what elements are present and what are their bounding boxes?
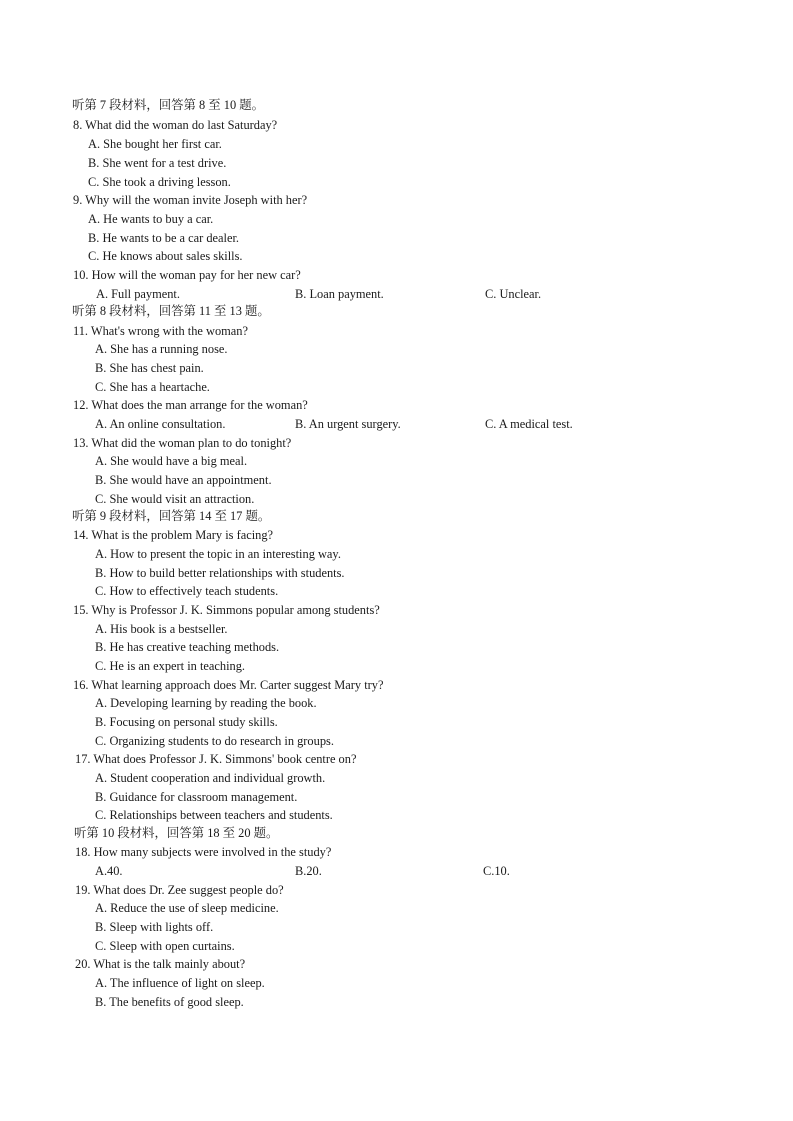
question-18-option-a: A.40. bbox=[95, 864, 123, 878]
question-9-option-b: B. He wants to be a car dealer. bbox=[88, 231, 240, 245]
question-13-option-a: A. She would have a big meal. bbox=[95, 454, 248, 468]
question-11-stem: 11. What's wrong with the woman? bbox=[73, 324, 248, 338]
question-19-option-c: C. Sleep with open curtains. bbox=[95, 939, 235, 953]
question-8-option-b: B. She went for a test drive. bbox=[88, 156, 227, 170]
question-17-stem: 17. What does Professor J. K. Simmons' book centre on? bbox=[75, 752, 357, 766]
question-17-option-a: A. Student cooperation and individual growth. bbox=[95, 771, 326, 785]
question-13-option-c: C. She would visit an attraction. bbox=[95, 492, 255, 506]
question-16-stem: 16. What learning approach does Mr. Carter suggest Mary try? bbox=[73, 678, 384, 692]
question-14-stem: 14. What is the problem Mary is facing? bbox=[73, 528, 274, 542]
question-18-stem: 18. How many subjects were involved in the study? bbox=[75, 845, 332, 859]
question-16-option-a: A. Developing learning by reading the book. bbox=[95, 696, 317, 710]
question-12-option-b: B. An urgent surgery. bbox=[295, 417, 401, 431]
question-16-option-c: C. Organizing students to do research in groups. bbox=[95, 734, 334, 748]
question-20-option-a: A. The influence of light on sleep. bbox=[95, 976, 265, 990]
question-9-option-a: A. He wants to buy a car. bbox=[88, 212, 214, 226]
question-12-option-a: A. An online consultation. bbox=[95, 417, 226, 431]
section-header: 听第 9 段材料，回答第 14 至 17 题。 bbox=[72, 509, 271, 523]
question-8-stem: 8. What did the woman do last Saturday? bbox=[73, 118, 278, 132]
question-8-option-a: A. She bought her first car. bbox=[88, 137, 222, 151]
question-12-option-c: C. A medical test. bbox=[485, 417, 573, 431]
question-8-option-c: C. She took a driving lesson. bbox=[88, 175, 231, 189]
question-11-option-b: B. She has chest pain. bbox=[95, 361, 204, 375]
question-9-option-c: C. He knows about sales skills. bbox=[88, 249, 243, 263]
question-13-stem: 13. What did the woman plan to do tonight? bbox=[73, 436, 292, 450]
question-13-option-b: B. She would have an appointment. bbox=[95, 473, 272, 487]
question-14-option-c: C. How to effectively teach students. bbox=[95, 584, 279, 598]
question-14-option-b: B. How to build better relationships with students. bbox=[95, 566, 345, 580]
question-11-option-c: C. She has a heartache. bbox=[95, 380, 210, 394]
question-14-option-a: A. How to present the topic in an interesting way. bbox=[95, 547, 341, 561]
question-10-stem: 10. How will the woman pay for her new car? bbox=[73, 268, 301, 282]
question-19-option-b: B. Sleep with lights off. bbox=[95, 920, 214, 934]
section-header: 听第 7 段材料，回答第 8 至 10 题。 bbox=[72, 98, 265, 112]
question-9-stem: 9. Why will the woman invite Joseph with her? bbox=[73, 193, 308, 207]
question-12-stem: 12. What does the man arrange for the woman? bbox=[73, 398, 308, 412]
question-11-option-a: A. She has a running nose. bbox=[95, 342, 228, 356]
section-header: 听第 10 段材料，回答第 18 至 20 题。 bbox=[74, 826, 279, 840]
question-15-stem: 15. Why is Professor J. K. Simmons popular among students? bbox=[73, 603, 380, 617]
question-19-stem: 19. What does Dr. Zee suggest people do? bbox=[75, 883, 284, 897]
question-20-stem: 20. What is the talk mainly about? bbox=[75, 957, 246, 971]
question-17-option-b: B. Guidance for classroom management. bbox=[95, 790, 298, 804]
question-20-option-b: B. The benefits of good sleep. bbox=[95, 995, 244, 1009]
question-15-option-b: B. He has creative teaching methods. bbox=[95, 640, 280, 654]
question-19-option-a: A. Reduce the use of sleep medicine. bbox=[95, 901, 279, 915]
question-16-option-b: B. Focusing on personal study skills. bbox=[95, 715, 278, 729]
question-18-option-c: C.10. bbox=[483, 864, 510, 878]
question-10-option-c: C. Unclear. bbox=[485, 287, 542, 301]
section-header: 听第 8 段材料，回答第 11 至 13 题。 bbox=[72, 304, 270, 318]
question-18-option-b: B.20. bbox=[295, 864, 322, 878]
question-10-option-b: B. Loan payment. bbox=[295, 287, 384, 301]
question-15-option-a: A. His book is a bestseller. bbox=[95, 622, 228, 636]
question-17-option-c: C. Relationships between teachers and students. bbox=[95, 808, 333, 822]
question-10-option-a: A. Full payment. bbox=[96, 287, 180, 301]
question-15-option-c: C. He is an expert in teaching. bbox=[95, 659, 246, 673]
